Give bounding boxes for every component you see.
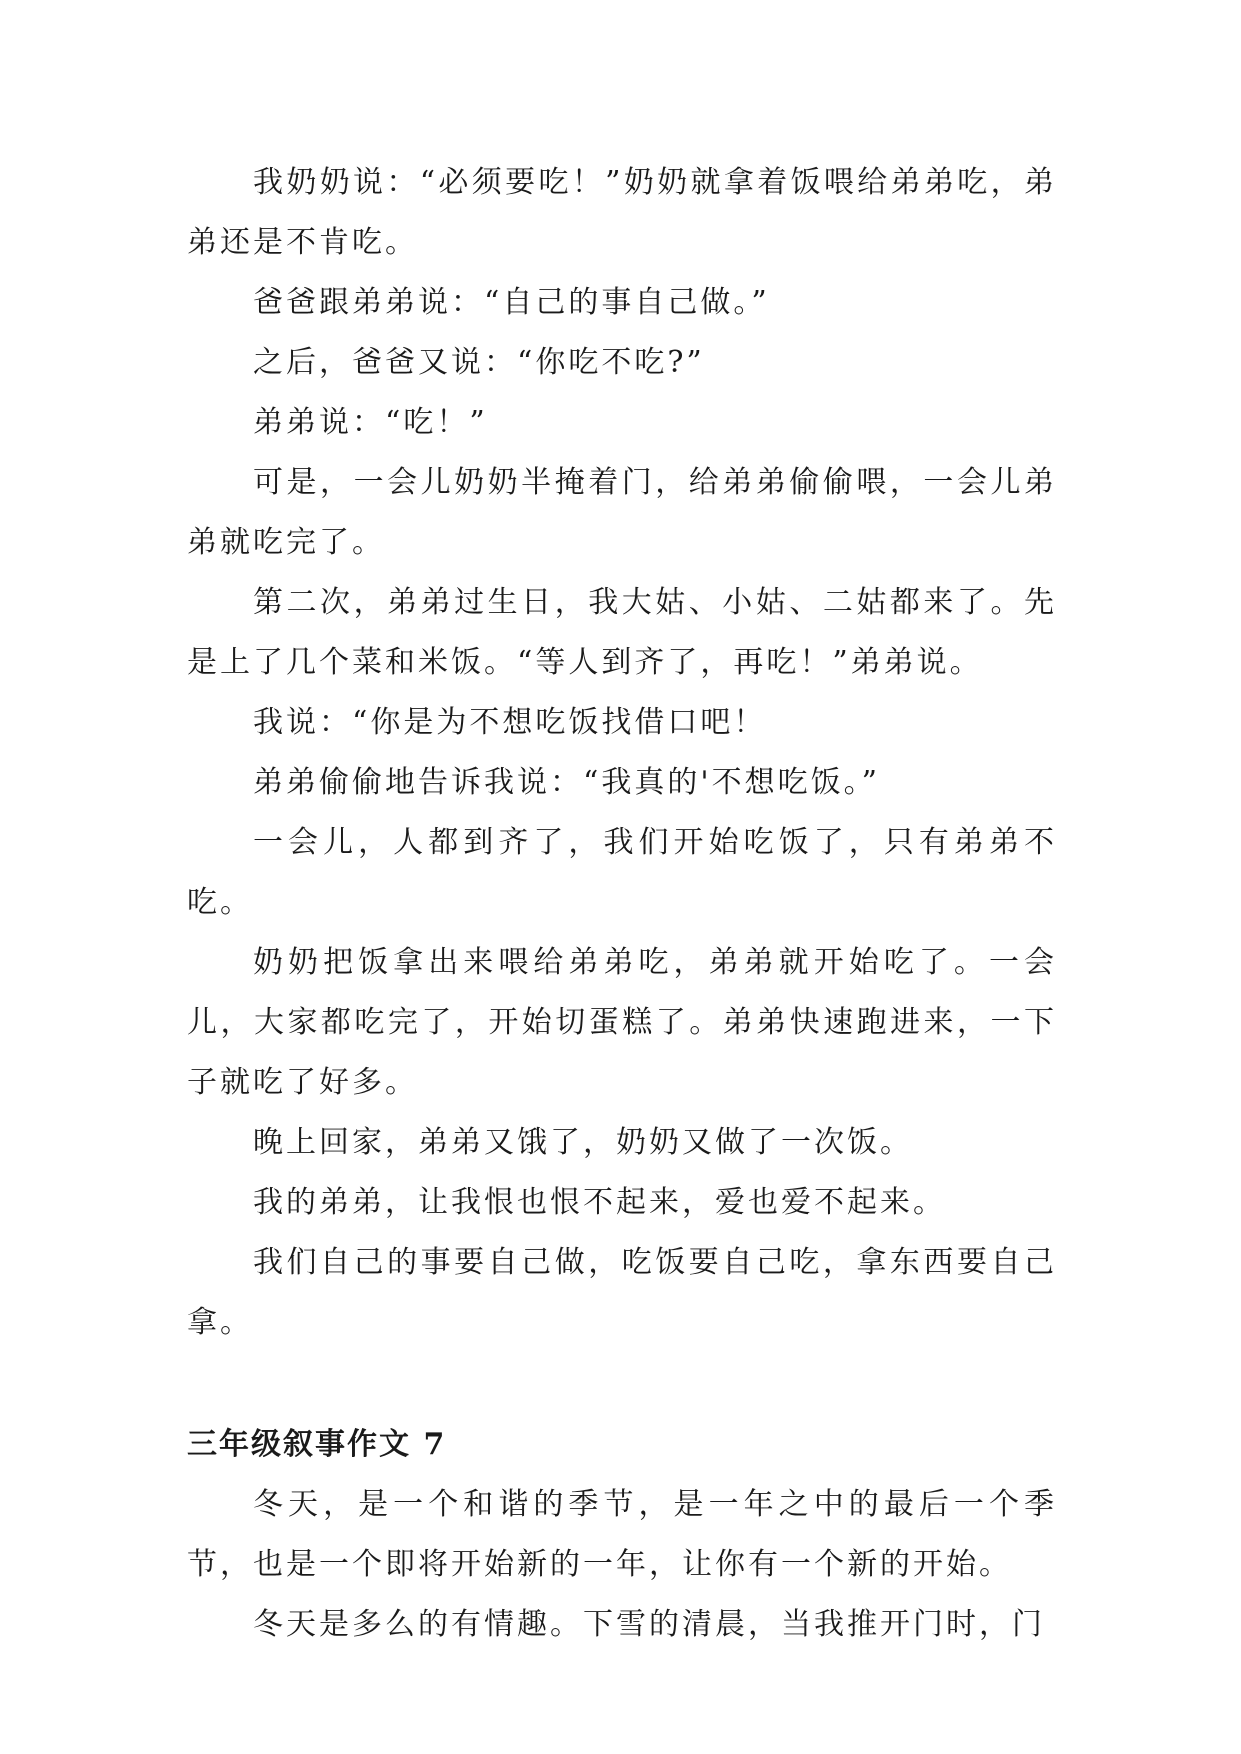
- paragraph: 晚上回家，弟弟又饿了，奶奶又做了一次饭。: [253, 1125, 913, 1160]
- paragraph: 冬天，是一个和谐的季节，是一年之中的最后一个季节，也是一个即将开始新的一年，让你有一个新的开始。: [187, 1487, 1057, 1582]
- section-heading: 三年级叙事作文 7: [187, 1427, 447, 1462]
- paragraph: 一会儿，人都到齐了，我们开始吃饭了，只有弟弟不吃。: [187, 825, 1057, 920]
- paragraph: 爸爸跟弟弟说：“自己的事自己做。”: [253, 285, 770, 320]
- paragraph: 之后，爸爸又说：“你吃不吃?”: [253, 345, 705, 380]
- paragraph: 可是，一会儿奶奶半掩着门，给弟弟偷偷喂，一会儿弟弟就吃完了。: [187, 465, 1057, 560]
- paragraph: 奶奶把饭拿出来喂给弟弟吃，弟弟就开始吃了。一会儿，大家都吃完了，开始切蛋糕了。弟弟快速跑进来，一下子就吃了好多。: [187, 945, 1057, 1100]
- paragraph: 冬天是多么的有情趣。下雪的清晨，当我推开门时，门: [253, 1607, 1045, 1642]
- paragraph: 弟弟说：“吃！”: [253, 405, 488, 440]
- document-body: [187, 153, 1057, 1655]
- paragraph: 第二次，弟弟过生日，我大姑、小姑、二姑都来了。先是上了几个菜和米饭。“等人到齐了，再吃！”弟弟说。: [187, 585, 1057, 680]
- paragraph: 我的弟弟，让我恨也恨不起来，爱也爱不起来。: [253, 1185, 946, 1220]
- paragraph: 我们自己的事要自己做，吃饭要自己吃，拿东西要自己拿。: [187, 1245, 1057, 1340]
- paragraph: 弟弟偷偷地告诉我说：“我真的'不想吃饭。”: [253, 765, 880, 800]
- paragraph: 我奶奶说：“必须要吃！”奶奶就拿着饭喂给弟弟吃，弟弟还是不肯吃。: [187, 165, 1057, 260]
- paragraph: 我说：“你是为不想吃饭找借口吧！: [253, 705, 767, 740]
